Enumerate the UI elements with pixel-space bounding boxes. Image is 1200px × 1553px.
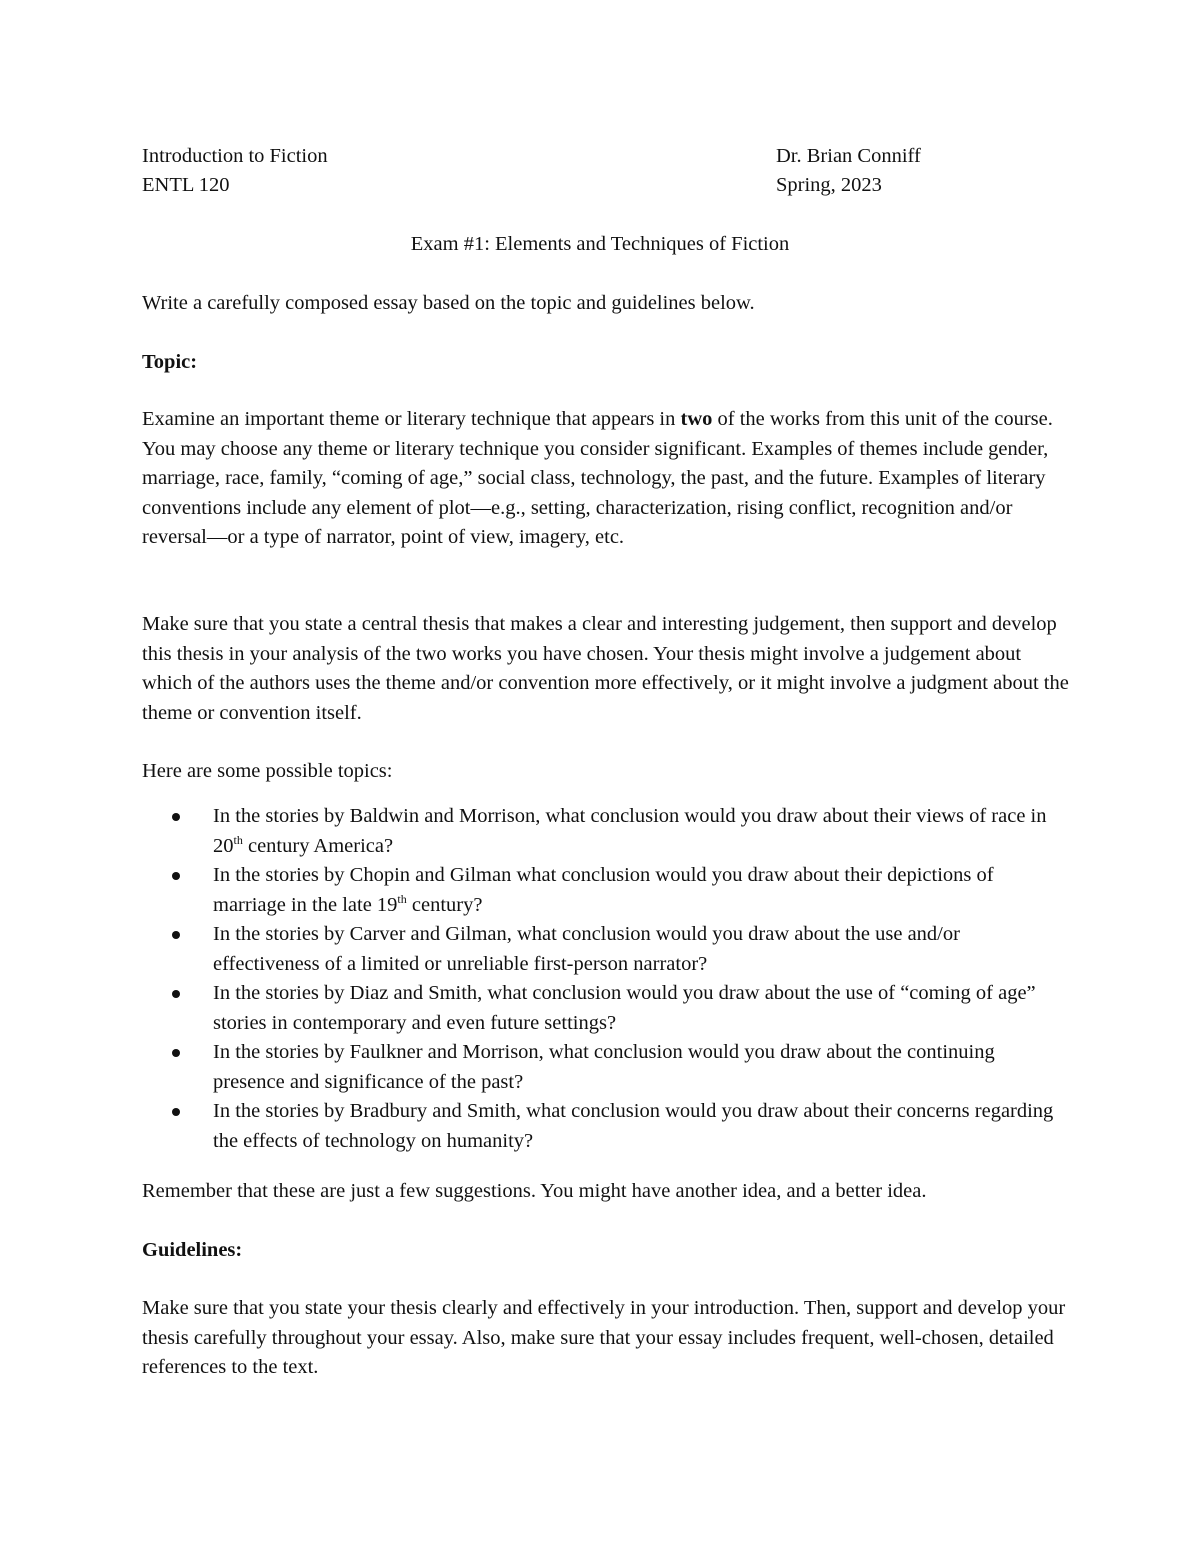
- term: Spring, 2023: [776, 174, 882, 196]
- bullet-icon: [172, 1049, 180, 1057]
- ordinal-suffix: th: [233, 832, 243, 847]
- course-info: [142, 142, 328, 200]
- topic-text-end: of the works from this unit of the course. You may choose any theme or literary technique you consider significant. Examples of themes include gender, marriage, race, family, “coming of age,” social class, technology, the past, and the future. Examples of literary conventions include any element of plot—e.g., setting, characterization, rising conflict, recognition and/or reversal—or a type of narrator, point of view, imagery, etc.: [142, 408, 1053, 548]
- guidelines-heading: Guidelines:: [142, 1239, 243, 1261]
- list-item: [168, 802, 1068, 861]
- ordinal-suffix: th: [397, 891, 407, 906]
- bullet-icon: [172, 1108, 180, 1116]
- instructor-info: [776, 142, 921, 200]
- list-item: [168, 920, 1068, 979]
- list-item-text: In the stories by Carver and Gilman, what conclusion would you draw about the use and/or effectiveness of a limited or unreliable first-person narrator?: [213, 923, 960, 975]
- list-item-text: In the stories by Chopin and Gilman what conclusion would you draw about their depictions of marriage in the late 19: [213, 864, 994, 916]
- list-item: [168, 1097, 1068, 1156]
- thesis-paragraph: Make sure that you state a central thesis that makes a clear and interesting judgement, then support and develop this thesis in your analysis of the two works you have chosen. Your thesis might involve a judgement about which of the authors uses the theme and/or convention more effectively, or it might involve a judgment about the theme or convention itself.: [142, 613, 1069, 724]
- list-item-text: In the stories by Diaz and Smith, what conclusion would you draw about the use of “coming of age” stories in contemporary and even future settings?: [213, 982, 1036, 1034]
- list-item-text: century?: [406, 893, 483, 916]
- possible-topics-intro: Here are some possible topics:: [142, 760, 393, 782]
- instructions: Write a carefully composed essay based on the topic and guidelines below.: [142, 292, 755, 314]
- course-code: ENTL 120: [142, 174, 230, 196]
- list-item: [168, 861, 1068, 920]
- possible-topics-list: [168, 802, 1068, 1156]
- course-name: Introduction to Fiction: [142, 145, 328, 167]
- list-item-text: In the stories by Faulkner and Morrison, what conclusion would you draw about the continuing presence and significance of the past?: [213, 1041, 995, 1093]
- topic-paragraph: [142, 405, 1072, 553]
- topic-text-start: Examine an important theme or literary technique that appears in: [142, 408, 681, 430]
- instructor-name: Dr. Brian Conniff: [776, 145, 921, 167]
- bullet-icon: [172, 931, 180, 939]
- list-item-text: In the stories by Bradbury and Smith, what conclusion would you draw about their concerns regarding the effects of technology on humanity?: [213, 1100, 1054, 1152]
- exam-title: Exam #1: Elements and Techniques of Fiction: [410, 233, 790, 255]
- list-item-text: century America?: [242, 834, 394, 857]
- bullet-icon: [172, 813, 180, 821]
- guidelines-paragraph: Make sure that you state your thesis clearly and effectively in your introduction. Then, support and develop your thesis carefully throughout your essay. Also, make sure that your essay includes frequent, well-chosen, detailed references to the text.: [142, 1297, 1066, 1378]
- closing-remark: Remember that these are just a few suggestions. You might have another idea, and a better idea.: [142, 1180, 927, 1202]
- topic-heading: Topic:: [142, 351, 198, 373]
- list-item: [168, 1038, 1068, 1097]
- bullet-icon: [172, 990, 180, 998]
- list-item-text: In the stories by Baldwin and Morrison, what conclusion would you draw about their views of race in 20: [213, 805, 1047, 857]
- list-item: [168, 979, 1068, 1038]
- bullet-icon: [172, 872, 180, 880]
- topic-emphasis: two: [680, 408, 713, 430]
